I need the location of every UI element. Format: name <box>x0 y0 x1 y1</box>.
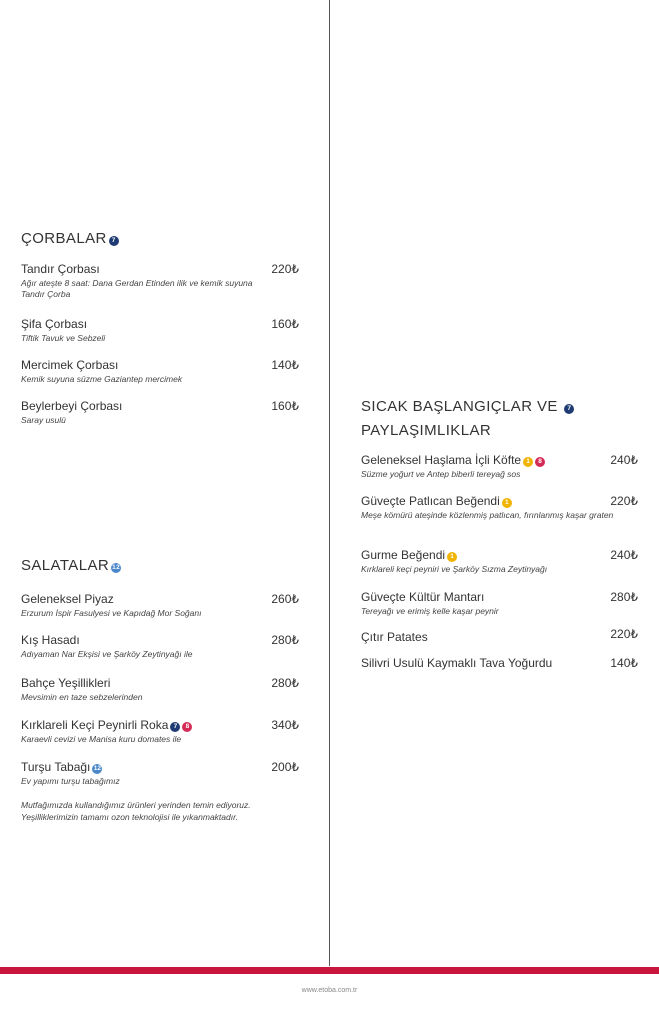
item-price: 200₺ <box>271 760 299 774</box>
item-name: Beylerbeyi Çorbası <box>21 399 123 413</box>
section-title-soups: ÇORBALAR 7 <box>21 227 119 251</box>
item-price: 280₺ <box>610 590 638 604</box>
item-name: Mercimek Çorbası <box>21 358 119 372</box>
allergen-badge-icon: 7 <box>564 404 574 414</box>
item-description: Ev yapımı turşu tabağımız <box>21 776 120 786</box>
allergen-badge-icon: 1 <box>502 498 512 508</box>
column-divider <box>329 0 330 966</box>
item-price: 340₺ <box>271 718 299 732</box>
item-price: 140₺ <box>271 358 299 372</box>
allergen-badge-icon: 7 <box>170 722 180 732</box>
section-title-starters: SICAK BAŞLANGIÇLAR VE 7 PAYLAŞIMLIKLAR <box>361 395 574 443</box>
menu-item <box>21 399 271 426</box>
menu-item <box>21 718 271 745</box>
item-price: 220₺ <box>271 262 299 276</box>
item-name: Güveçte Kültür Mantarı <box>361 590 485 604</box>
sourcing-note: Mutfağımızda kullandığımız ürünleri yerinden temin ediyoruz. Yeşilliklerimizin tamamı ozon teknolojisi ile yıkanmaktadır. <box>21 800 251 822</box>
item-description: Meşe kömürü ateşinde közlenmiş patlıcan, fırınlanmış kaşar graten <box>361 510 614 520</box>
menu-item <box>21 262 271 300</box>
item-name: Geleneksel Haşlama İçli Köfte 1 8 <box>361 453 621 468</box>
item-description: Kemik suyuna süzme Gaziantep mercimek <box>21 374 183 384</box>
item-price: 220₺ <box>610 494 638 508</box>
allergen-badge-icon: 7 <box>109 236 119 246</box>
item-name: Bahçe Yeşillikleri <box>21 676 111 690</box>
item-name: Geleneksel Piyaz <box>21 592 114 606</box>
allergen-badge-icon: 1 <box>523 457 533 467</box>
footer-url: www.etoba.com.tr <box>301 987 358 994</box>
menu-item <box>21 317 271 344</box>
item-price: 140₺ <box>610 656 638 670</box>
section-title-salads: SALATALAR 12 <box>21 557 121 574</box>
item-description: Mevsimin en taze sebzelerinden <box>21 692 143 702</box>
item-price: 220₺ <box>610 627 638 641</box>
item-price: 240₺ <box>610 453 638 467</box>
item-name: Kış Hasadı <box>21 633 80 647</box>
item-price: 160₺ <box>271 317 299 331</box>
allergen-badge-icon: 1 <box>447 552 457 562</box>
item-name: Şifa Çorbası <box>21 317 88 331</box>
item-name: Turşu Tabağı 12 <box>21 760 101 774</box>
item-price: 240₺ <box>610 548 638 562</box>
item-description: Adıyaman Nar Ekşisi ve Şarköy Zeytinyağı ile <box>21 649 193 659</box>
item-name: Çıtır Patates <box>361 630 428 644</box>
menu-item <box>21 760 271 787</box>
item-description: Kırklareli keçi peyniri ve Şarköy Sızma Zeytinyağı <box>361 564 548 574</box>
item-description: Tereyağı ve erimiş kelle kaşar peynir <box>361 606 499 616</box>
item-description: Ağır ateşte 8 saat: Dana Gerdan Etinden ilik ve kemik suyuna Tandır Çorba <box>21 278 253 299</box>
item-description: Süzme yoğurt ve Antep biberli tereyağ sos <box>361 469 521 479</box>
item-name: Gurme Beğendi 1 <box>361 548 621 563</box>
item-price: 160₺ <box>271 399 299 413</box>
allergen-badge-icon: 8 <box>182 722 192 732</box>
item-description: Saray usulü <box>21 415 66 425</box>
menu-item <box>21 676 271 703</box>
item-description: Karaevli cevizi ve Manisa kuru domates ile <box>21 734 182 744</box>
item-name: Silivri Usulü Kaymaklı Tava Yoğurdu <box>361 656 553 670</box>
item-name: Güveçte Patlıcan Beğendi 1 <box>361 494 616 509</box>
item-price: 280₺ <box>271 676 299 690</box>
allergen-badge-icon: 12 <box>112 564 121 571</box>
item-name: Kırklareli Keçi Peynirli Roka 7 8 <box>21 718 271 733</box>
footer-accent-bar <box>0 967 659 974</box>
item-price: 260₺ <box>271 592 299 606</box>
item-description: Tiftik Tavuk ve Sebzeli <box>21 333 106 343</box>
item-name: Tandır Çorbası <box>21 262 100 276</box>
item-price: 280₺ <box>271 633 299 647</box>
allergen-badge-icon: 12 <box>93 765 101 772</box>
item-description: Erzurum İspir Fasulyesi ve Kapıdağ Mor Soğanı <box>21 608 202 618</box>
menu-item <box>21 358 271 385</box>
allergen-badge-icon: 8 <box>535 457 545 467</box>
menu-item <box>21 633 271 660</box>
menu-item <box>21 592 271 619</box>
